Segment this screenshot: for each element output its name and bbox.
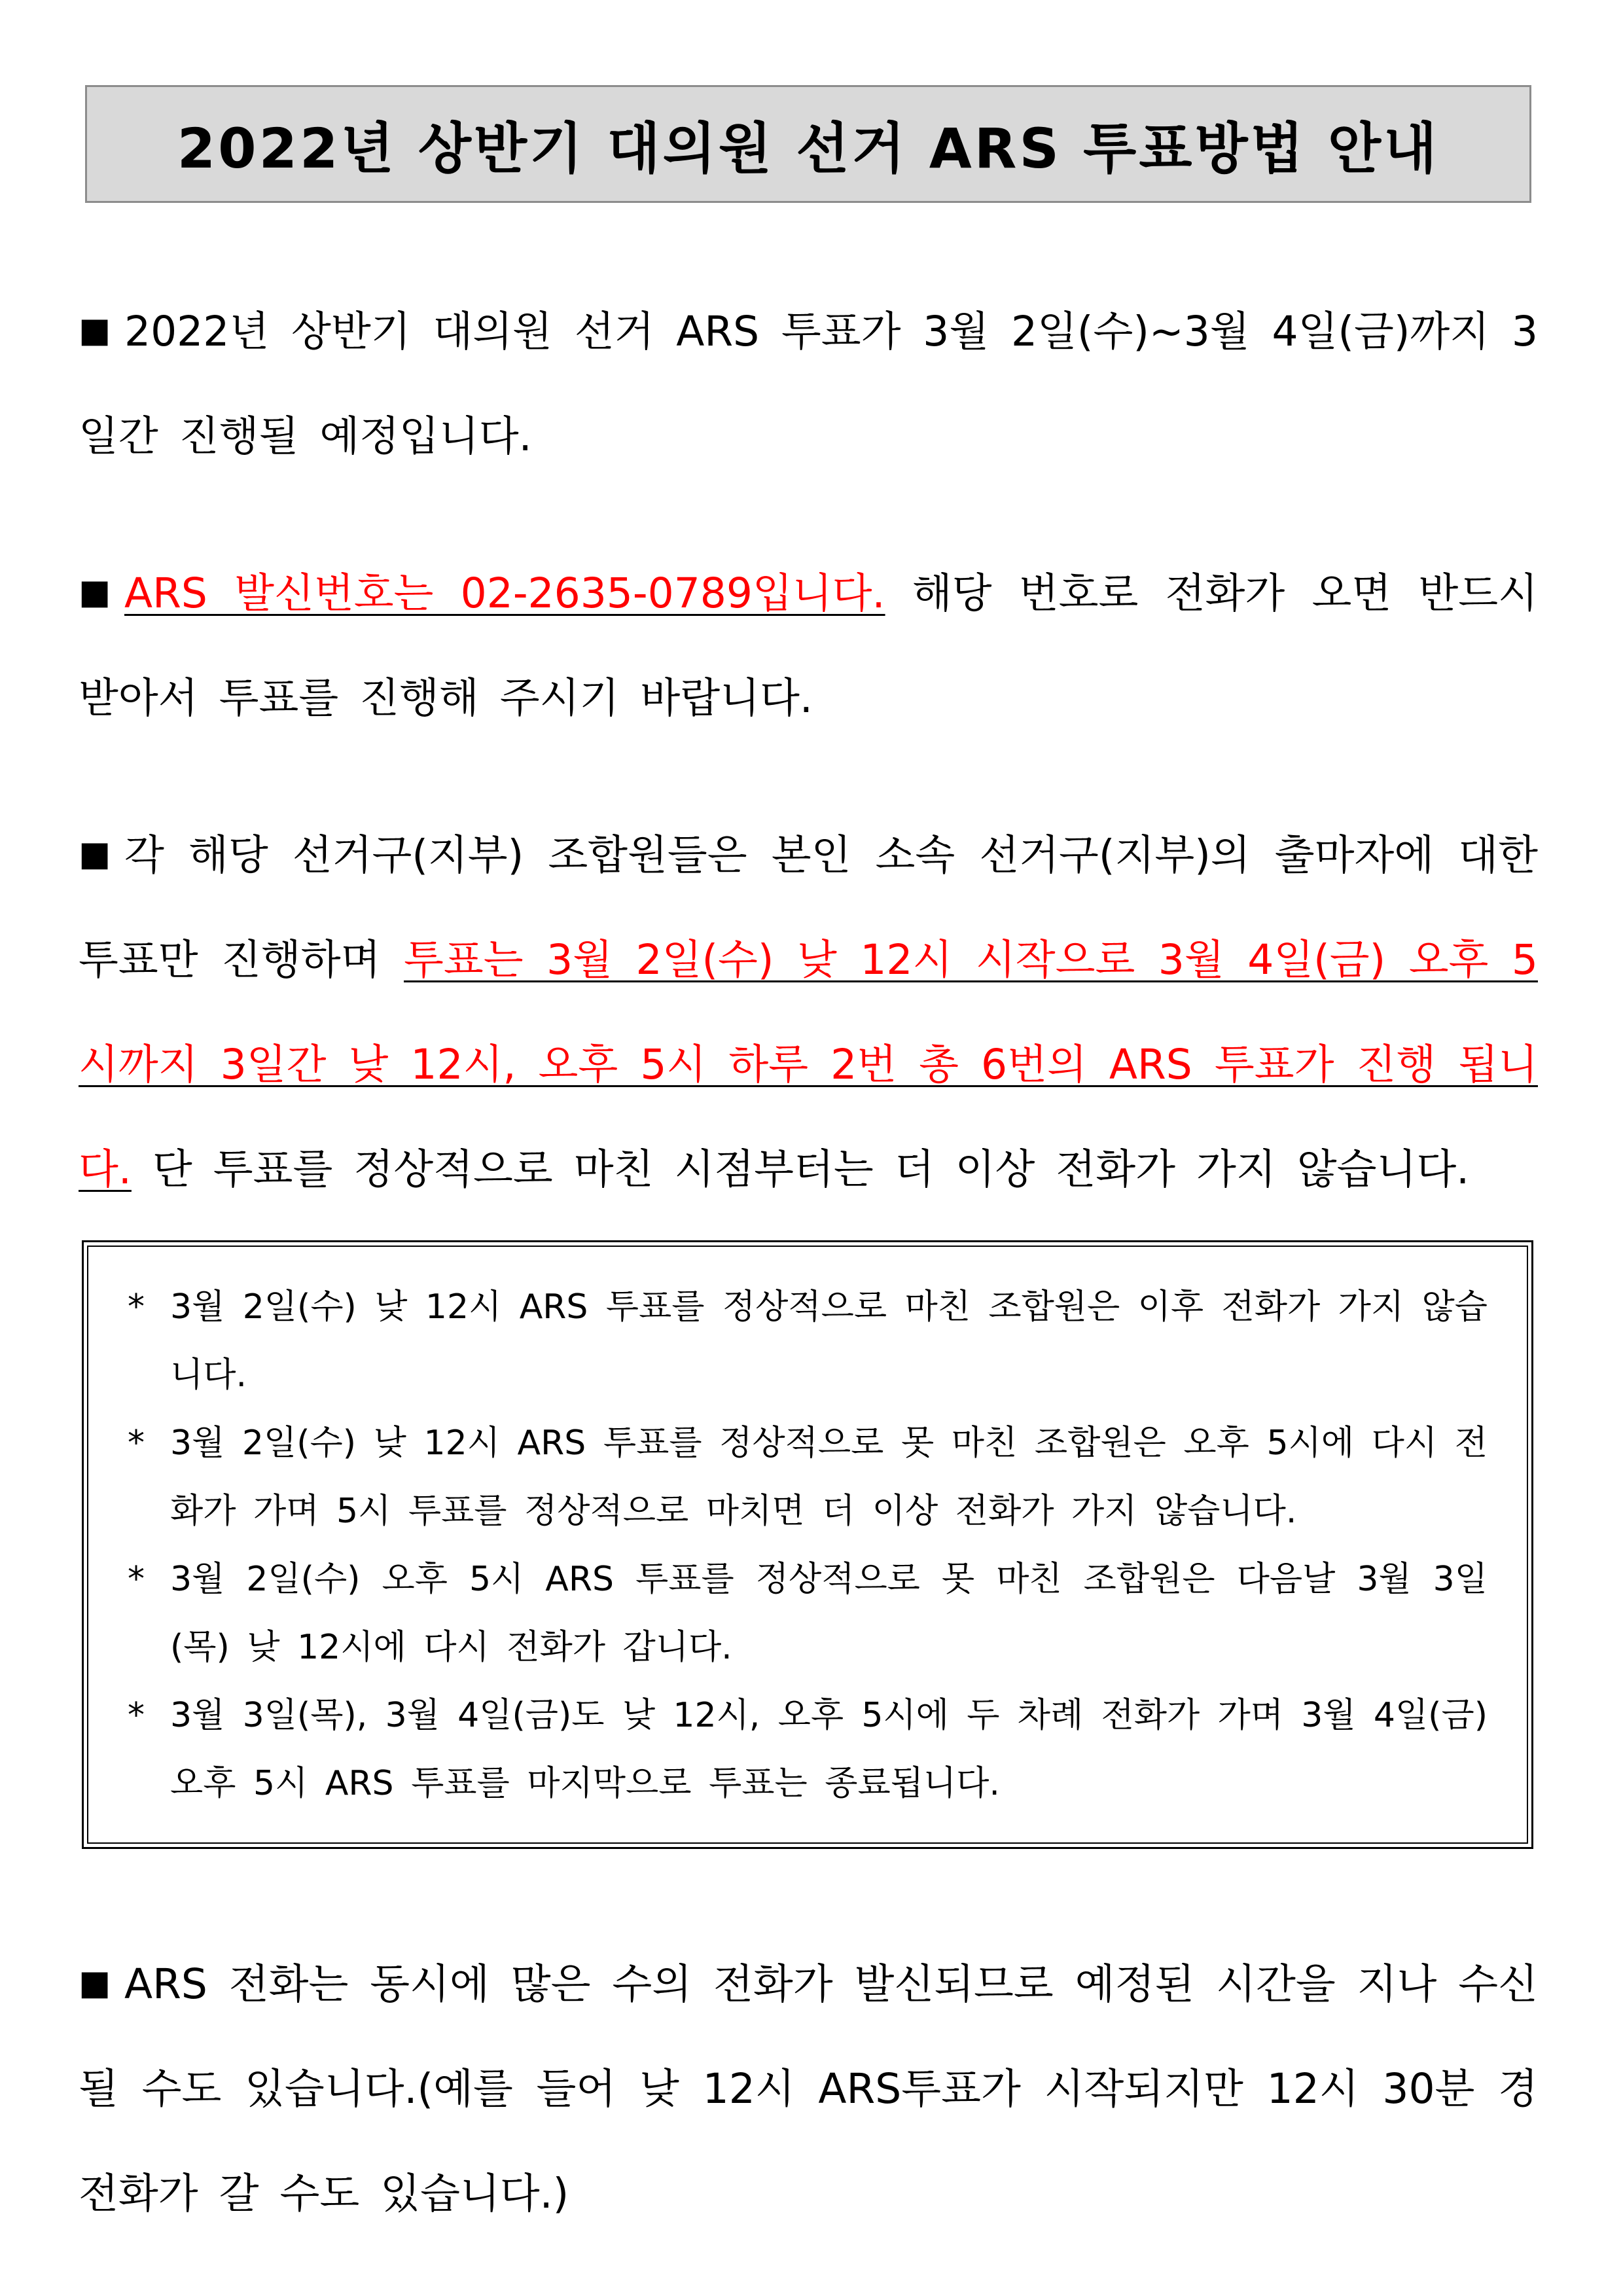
section-call-delay bbox=[79, 1931, 1538, 2246]
notes-inner bbox=[87, 1246, 1528, 1844]
note-item: * 3월 2일(수) 낮 12시 ARS 투표를 정상적으로 마친 조합원은 이후 전화가 가지 않습니다. bbox=[128, 1273, 1488, 1409]
bullet-square-icon: ■ bbox=[79, 1964, 111, 2003]
section-voting-period-text: 2022년 상반기 대의원 선거 ARS 투표가 3월 2일(수)~3월 4일(금)까지 3일간 진행될 예정입니다. bbox=[79, 308, 1538, 460]
asterisk-icon: * bbox=[128, 1424, 145, 1463]
note-item: * 3월 2일(수) 낮 12시 ARS 투표를 정상적으로 못 마친 조합원은 오후 5시에 다시 전화가 가며 5시 투표를 정상적으로 마치면 더 이상 전화가 가지 않습니다. bbox=[128, 1409, 1488, 1545]
asterisk-icon: * bbox=[128, 1287, 145, 1327]
section-caller-number bbox=[79, 540, 1538, 751]
section-voting-schedule-text-before: 각 해당 선거구(지부) 조합원들은 본인 소속 선거구(지부)의 출마자에 대한 투표만 진행하며 bbox=[79, 831, 1538, 984]
note-item: * 3월 3일(목), 3월 4일(금)도 낮 12시, 오후 5시에 두 차례 전화가 가며 3월 4일(금) 오후 5시 ARS 투표를 마지막으로 투표는 종료됩니다. bbox=[128, 1681, 1488, 1818]
bullet-square-icon: ■ bbox=[79, 573, 111, 612]
section-call-delay-text: ARS 전화는 동시에 많은 수의 전화가 발신되므로 예정된 시간을 지나 수신될 수도 있습니다.(예를 들어 낮 12시 ARS투표가 시작되지만 12시 30분 경 전화가 갈 수도 있습니다.) bbox=[79, 1960, 1538, 2217]
bullet-square-icon: ■ bbox=[79, 834, 111, 874]
page-title: 2022년 상반기 대의원 선거 ARS 투표방법 안내 bbox=[177, 116, 1440, 181]
section-caller-number-text: 해당 번호로 전화가 오면 반드시 받아서 투표를 진행해 주시기 바랍니다. bbox=[79, 569, 1538, 722]
section-voting-period bbox=[79, 278, 1538, 489]
title-box bbox=[85, 85, 1531, 203]
asterisk-icon: * bbox=[128, 1696, 145, 1735]
section-voting-schedule bbox=[79, 802, 1538, 1222]
caller-number-highlight: ARS 발신번호는 02-2635-0789입니다. bbox=[124, 569, 885, 617]
voting-schedule-highlight: 투표는 3월 2일(수) 낮 12시 시작으로 3월 4일(금) 오후 5시까지 3일간 낮 12시, 오후 5시 하루 2번 총 6번의 ARS 투표가 진행 됩니다. bbox=[79, 936, 1538, 1193]
section-voting-schedule-text-after: 단 투표를 정상적으로 마친 시점부터는 더 이상 전화가 가지 않습니다. bbox=[131, 1145, 1470, 1193]
asterisk-icon: * bbox=[128, 1560, 145, 1599]
bullet-square-icon: ■ bbox=[79, 311, 111, 350]
note-item: * 3월 2일(수) 오후 5시 ARS 투표를 정상적으로 못 마친 조합원은 다음날 3월 3일(목) 낮 12시에 다시 전화가 갑니다. bbox=[128, 1545, 1488, 1681]
notes-box bbox=[82, 1240, 1533, 1849]
